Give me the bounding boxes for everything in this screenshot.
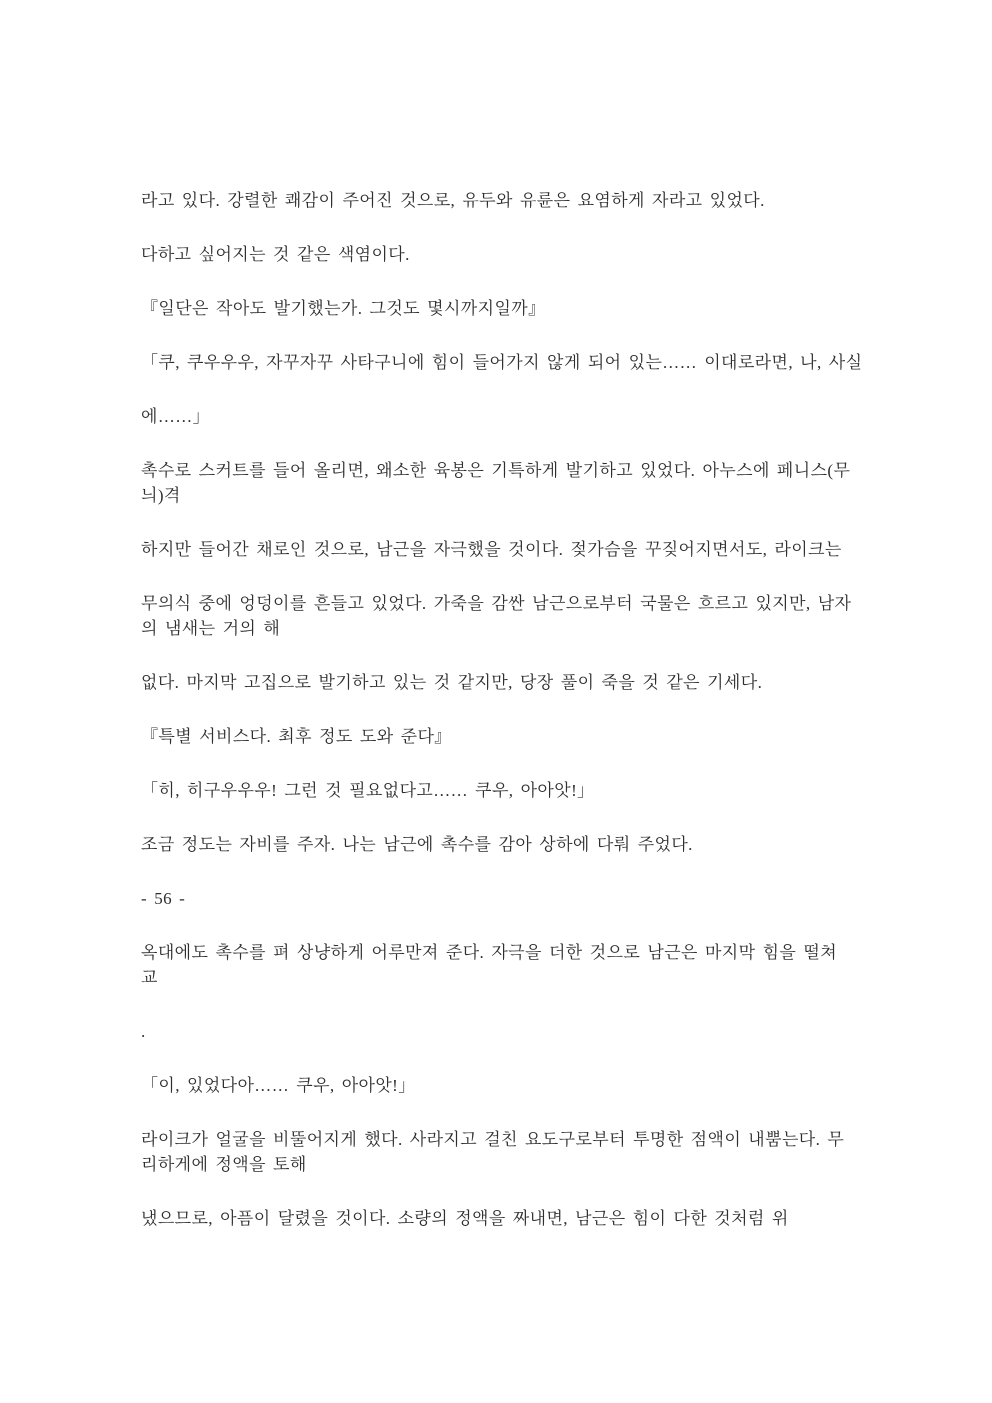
paragraph [141, 1073, 941, 1098]
paragraph-line: 교 [141, 968, 158, 987]
paragraph-line: 「쿠, 쿠우우우, 자꾸자꾸 사타구니에 힘이 들어가지 않게 되어 있는…… 이대로라면, 나, 사실 [141, 353, 863, 372]
paragraph-line: 「히, 히구우우우! 그런 것 필요없다고…… 쿠우, 아아앗!」 [141, 781, 595, 800]
paragraph-line: 『일단은 작아도 발기했는가. 그것도 몇시까지일까』 [141, 299, 546, 318]
paragraph-line: 라고 있다. 강렬한 쾌감이 주어진 것으로, 유두와 유륜은 요염하게 자라고 있었다. [141, 191, 765, 210]
paragraph-line: 조금 정도는 자비를 주자. 나는 남근에 촉수를 감아 상하에 다뤄 주었다. [141, 835, 693, 854]
paragraph-line: 「이, 있었다아…… 쿠우, 아아앗!」 [141, 1076, 416, 1095]
paragraph [141, 242, 941, 267]
paragraph-line: 에……」 [141, 407, 211, 426]
paragraph [141, 940, 941, 990]
page-number [141, 886, 941, 911]
paragraph [141, 832, 941, 857]
paragraph-line: 없다. 마지막 고집으로 발기하고 있는 것 같지만, 당장 풀이 죽을 것 같은 기세다. [141, 673, 763, 692]
paragraph [141, 1206, 941, 1231]
paragraph-line: 촉수로 스커트를 들어 올리면, 왜소한 육봉은 기특하게 발기하고 있었다. 아누스에 페니스(무 [141, 461, 851, 480]
paragraph [141, 350, 941, 375]
paragraph-line: 리하게에 정액을 토해 [141, 1155, 307, 1174]
text-content [141, 188, 941, 1260]
paragraph-line: 의 냄새는 거의 해 [141, 619, 281, 638]
paragraph [141, 458, 941, 508]
paragraph [141, 404, 941, 429]
paragraph-line: 『특별 서비스다. 최후 정도 도와 준다』 [141, 727, 452, 746]
paragraph [141, 296, 941, 321]
paragraph-line: . [141, 1022, 146, 1041]
paragraph [141, 724, 941, 749]
paragraph-line: 다하고 싶어지는 것 같은 색염이다. [141, 245, 410, 264]
paragraph [141, 1019, 941, 1044]
paragraph-line: 무의식 중에 엉덩이를 흔들고 있었다. 가죽을 감싼 남근으로부터 국물은 흐르고 있지만, 남자 [141, 594, 852, 613]
paragraph-line: 옥대에도 촉수를 펴 상냥하게 어루만져 준다. 자극을 더한 것으로 남근은 마지막 힘을 떨쳐 [141, 943, 838, 962]
paragraph-line: 하지만 들어간 채로인 것으로, 남근을 자극했을 것이다. 젖가슴을 꾸짖어지면서도, 라이크는 [141, 540, 842, 559]
paragraph [141, 778, 941, 803]
paragraph-line: 냈으므로, 아픔이 달렸을 것이다. 소량의 정액을 짜내면, 남근은 힘이 다한 것처럼 위 [141, 1209, 789, 1228]
paragraph [141, 188, 941, 213]
paragraph [141, 1127, 941, 1177]
paragraph-line: 라이크가 얼굴을 비뚤어지게 했다. 사라지고 걸친 요도구로부터 투명한 점액이 내뿜는다. 무 [141, 1130, 845, 1149]
page-number-label: - 56 - [141, 889, 186, 908]
paragraph [141, 537, 941, 562]
paragraph [141, 591, 941, 641]
paragraph-line: 늬)격 [141, 486, 181, 505]
paragraph [141, 670, 941, 695]
